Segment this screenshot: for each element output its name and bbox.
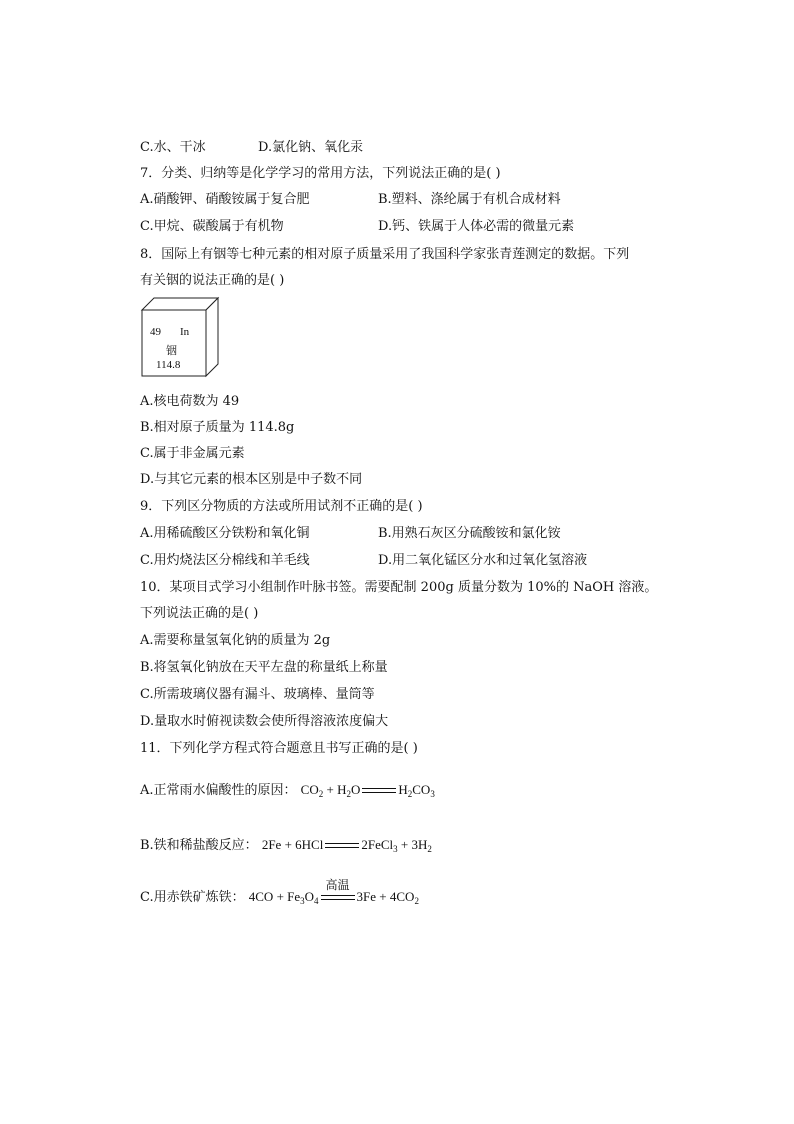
q6-option-c: C.水、干冰: [140, 140, 206, 155]
equation-b: 2Fe + 6HCl 2FeCl$_3$ + $3H_2$: [261, 837, 432, 854]
q8-stem-line2: 有关铟的说法正确的是( ): [140, 273, 285, 288]
equals-sign: [325, 841, 359, 851]
element-card-indium: [140, 296, 220, 378]
q7-stem: 7．分类、归纳等是化学学习的常用方法，下列说法正确的是( ): [140, 166, 501, 181]
q10-option-d: D.量取水时俯视读数会使所得溶液浓度偏大: [140, 714, 389, 729]
q10-option-c: C.所需玻璃仪器有漏斗、玻璃棒、量筒等: [140, 687, 375, 702]
q9-option-c: C.用灼烧法区分棉线和羊毛线: [140, 553, 310, 568]
atomic-mass: 114.8: [156, 359, 181, 371]
q11-option-b: [140, 836, 432, 855]
q10-stem-line2: 下列说法正确的是( ): [140, 606, 259, 621]
element-name: 铟: [166, 344, 177, 357]
q9-option-a: A.用稀硫酸区分铁粉和氧化铜: [140, 526, 310, 541]
q10-stem-line1: 10．某项目式学习小组制作叶脉书签。需要配制 200g 质量分数为 10%的 NaOH 溶液。: [140, 580, 658, 595]
q11-option-a: [140, 781, 435, 800]
equation-a: $CO_2 + H_2O$ $H_2CO_3$: [300, 782, 435, 799]
q7-option-c: C.甲烷、碳酸属于有机物: [140, 219, 284, 234]
q7-option-d: D.钙、铁属于人体必需的微量元素: [378, 219, 575, 234]
q11-option-b-label: B.铁和稀盐酸反应：: [140, 838, 258, 853]
element-symbol: In: [180, 326, 190, 338]
equation-c: $4CO + Fe_3O_4$ 高温 $3Fe + 4CO_2$: [248, 878, 419, 906]
atomic-number: 49: [150, 326, 161, 338]
q9-stem: 9．下列区分物质的方法或所用试剂不正确的是( ): [140, 499, 423, 514]
q8-option-a: A.核电荷数为 49: [140, 394, 240, 409]
equals-sign: [362, 786, 396, 796]
q7-option-a: A.硝酸钾、硝酸铵属于复合肥: [140, 192, 310, 207]
reaction-condition: 高温: [325, 878, 350, 893]
q6-option-d: D.氯化钠、氧化汞: [258, 140, 364, 155]
q11-option-c-label: C.用赤铁矿炼铁：: [140, 890, 245, 905]
q8-option-c: C.属于非金属元素: [140, 446, 245, 461]
equals-sign-with-condition: [321, 878, 355, 903]
q9-option-b: B.用熟石灰区分硫酸铵和氯化铵: [378, 526, 561, 541]
q11-option-c: [140, 878, 419, 907]
q8-option-d: D.与其它元素的根本区别是中子数不同: [140, 472, 363, 487]
q9-option-d: D.用二氧化锰区分水和过氧化氢溶液: [378, 553, 588, 568]
q11-stem: 11．下列化学方程式符合题意且书写正确的是( ): [140, 741, 418, 756]
q10-option-a: A.需要称量氢氧化钠的质量为 2g: [140, 633, 331, 648]
q8-stem-line1: 8．国际上有铟等七种元素的相对原子质量采用了我国科学家张青莲测定的数据。下列: [140, 247, 630, 262]
q10-option-b: B.将氢氧化钠放在天平左盘的称量纸上称量: [140, 660, 388, 675]
q7-option-b: B.塑料、涤纶属于有机合成材料: [378, 192, 561, 207]
q11-option-a-label: A.正常雨水偏酸性的原因：: [140, 783, 297, 798]
q8-option-b: B.相对原子质量为 114.8g: [140, 420, 295, 435]
